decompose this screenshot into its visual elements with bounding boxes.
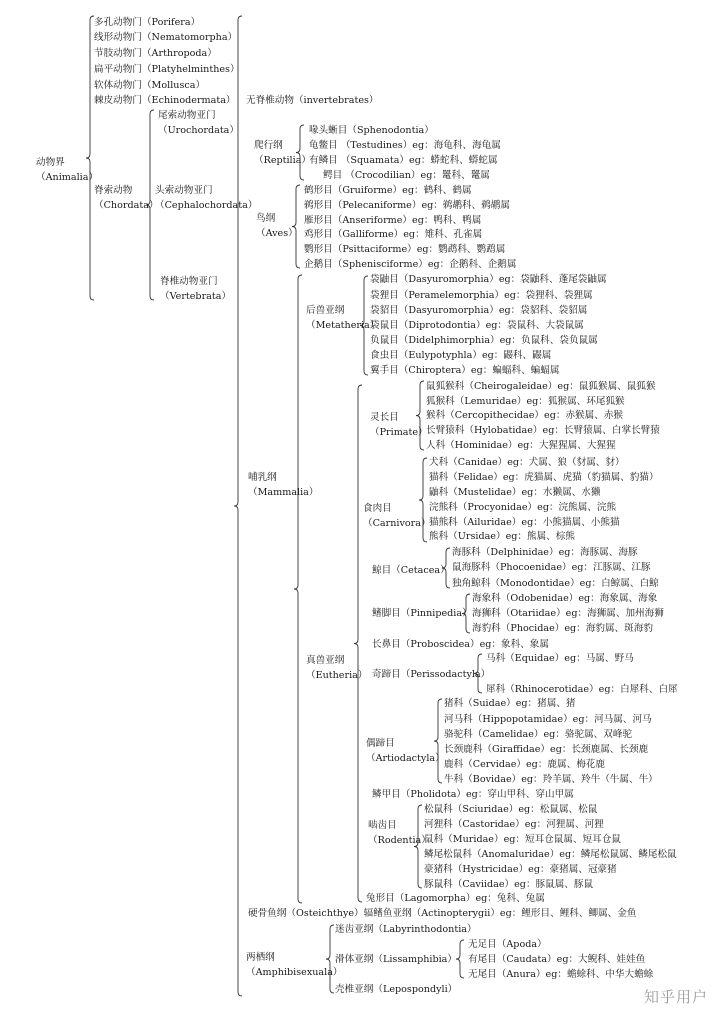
taxon-diprotodontia: 袋鼠目（Diprotodontia）eg：袋鼠科、大袋鼠属	[370, 320, 584, 331]
taxon-hystricidae: 豪猪科（Hystricidae）eg：豪猪属、冠豪猪	[424, 864, 617, 875]
taxon-mustelidae: 鼬科（Mustelidae）eg：水獭属、水獭	[429, 487, 601, 498]
taxon-amphibisexuala-line1: 两栖纲	[246, 952, 275, 963]
taxon-otariidae: 海狮科（Otariidae）eg：海狮属、加州海狮	[472, 608, 664, 619]
taxon-lemuridae: 狐猴科（Lemuridae）eg：狐猴属、环尾狐猴	[426, 396, 625, 407]
taxon-hippopotamidae: 河马科（Hippopotamidae）eg：河马属、河马	[444, 714, 652, 725]
brace-3	[296, 125, 304, 180]
taxon-metatheria-line2: （Metatheria）	[306, 320, 380, 331]
taxon-mammalia-line2: （Mammalia）	[248, 487, 319, 498]
taxon-lagomorpha: 兔形目（Lagomorpha）eg：兔科、兔属	[366, 893, 545, 904]
taxon-urochordata-line2: （Urochordata）	[158, 125, 239, 136]
taxon-rodentia-line2: （Rodentia）	[368, 835, 431, 846]
taxon-anura: 无尾目（Anura）eg：蟾蜍科、中华大蟾蜍	[468, 969, 654, 980]
taxon-psittaciforme: 鹦形目（Psittaciforme）eg：鹦鹉科、鹦鹉属	[304, 244, 506, 255]
taxon-animalia-line1: 动物界	[36, 157, 65, 168]
taxon-nematomorpha: 线形动物门（Nematomorpha）	[94, 32, 238, 43]
taxon-monodontidae: 独角鲸科（Monodontidae）eg：白鲸属、白鲸	[452, 578, 659, 589]
taxon-chordata-line2: （Chordata）	[94, 200, 159, 211]
taxon-urochordata-line1: 尾索动物亚门	[158, 110, 216, 121]
taxon-arthropoda: 节肢动物门（Arthropoda）	[94, 48, 217, 59]
taxon-sphenodontia: 喙头蜥目（Sphenodontia）	[309, 125, 434, 136]
taxon-sciuridae: 松鼠科（Sciuridae）eg：松鼠属、松鼠	[424, 804, 598, 815]
taxon-peramelemorphia: 袋狸目（Peramelemorphia）eg：袋狸科、袋狸属	[370, 290, 593, 301]
brace-15	[326, 925, 334, 993]
taxon-chiroptera: 翼手目（Chiroptera）eg：蝙蝠科、蝙蝠属	[370, 365, 560, 376]
taxon-cheirogaleidae: 鼠狐猴科（Cheirogaleidae）eg：鼠狐猴属、鼠狐猴	[426, 381, 656, 392]
taxon-anseriforme: 雁形目（Anseriforme）eg：鸭科、鸭属	[304, 215, 482, 226]
taxon-ursidae: 熊科（Ursidae）eg：熊属、棕熊	[429, 531, 575, 542]
brace-4	[292, 185, 300, 268]
taxon-carnivora-line2: （Carnivora）	[363, 518, 431, 529]
taxon-sphenisciforme: 企鹅目（Sphenisciforme）eg：企鹅科、企鹅属	[304, 259, 517, 270]
taxon-invertebrates: 无脊椎动物（invertebrates）	[246, 95, 379, 106]
taxon-apoda: 无足目（Apoda）	[468, 939, 547, 950]
taxon-cercopithecidae: 猴科（Cercopithecidae）eg：赤猴属、赤猴	[426, 410, 624, 421]
taxon-equidae: 马科（Equidae）eg：马属、野马	[486, 653, 634, 664]
taxon-mollusca: 软体动物门（Mollusca）	[94, 80, 206, 91]
taxon-cetacea: 鲸目（Cetacea）	[372, 565, 450, 576]
taxon-camelidae: 骆驼科（Camelidae）eg：骆驼属、双峰驼	[444, 729, 633, 740]
taxon-vertebrata-line1: 脊椎动物亚门	[160, 276, 218, 287]
taxon-primate-line2: （Primate）	[370, 427, 428, 438]
taxon-pinnipedia: 鳍脚目（Pinnipedia）	[372, 608, 472, 619]
taxon-ailuridae: 猫熊科（Ailuridae）eg：小熊猫属、小熊猫	[429, 517, 620, 528]
taxon-amphibisexuala-line2: （Amphibisexuala）	[246, 967, 343, 978]
taxon-animalia-line2: （Animalia）	[36, 172, 99, 183]
taxon-cephalochordata-line1: 头索动物亚门	[155, 185, 213, 196]
taxon-hylobatidae: 长臂猿科（Hylobatidae）eg：长臂猿属、白掌长臂猿	[426, 425, 660, 436]
taxon-labyrinthodontia: 迷齿亚纲（Labyrinthodontia）	[335, 924, 477, 935]
taxon-caviidae: 豚鼠科（Caviidae）eg：豚鼠属、豚鼠	[424, 879, 594, 890]
brace-5	[294, 275, 302, 903]
taxon-cervidae: 鹿科（Cervidae）eg：鹿属、梅花鹿	[444, 759, 605, 770]
taxon-castoridae: 河狸科（Castoridae）eg：河狸属、河狸	[424, 819, 604, 830]
taxon-aves-line1: 鸟纲	[256, 213, 276, 224]
taxon-eutheria-line1: 真兽亚纲	[306, 655, 345, 666]
taxon-muridae: 鼠科（Muridae）eg：短耳仓鼠属、短耳仓鼠	[424, 834, 621, 845]
taxon-carnivora-line1: 食肉目	[363, 503, 392, 514]
taxon-suidae: 猪科（Suidae）eg：猪属、猪	[444, 698, 576, 709]
taxon-chordata-line1: 脊索动物	[94, 185, 133, 196]
taxon-mammalia-line1: 哺乳纲	[248, 472, 277, 483]
taxon-bovidae: 牛科（Bovidae）eg：羚羊属、羚牛（牛属、牛）	[444, 774, 658, 785]
taxon-lepospondyli: 壳椎亚纲（Lepospondyli）	[335, 984, 458, 995]
taxon-platyhelminthes: 扁平动物门（Platyhelminthes）	[94, 64, 240, 75]
brace-16	[456, 940, 464, 978]
taxon-testudines: 龟鳖目 （Testudines）eg：海龟科、海龟属	[309, 140, 501, 151]
taxon-artiodactyla-line2: （Artiodactyla）	[366, 753, 445, 764]
taxon-pelecaniforme: 鹈形目（Pelecaniforme）eg：鹈鹕科、鹈鹕属	[304, 200, 511, 211]
taxon-didelphimorphia: 负鼠目（Didelphimorphia）eg：负鼠科、袋负鼠属	[370, 335, 598, 346]
taxon-dasyuromorphia1: 袋鼬目（Dasyuromorphia）eg：袋鼬科、蓬尾袋鼬属	[370, 274, 607, 285]
taxon-vertebrata-line2: （Vertebrata）	[160, 291, 232, 302]
taxon-delphinidae: 海豚科（Delphinidae）eg：海豚属、海豚	[452, 547, 638, 558]
taxon-anomaluridae: 鳞尾松鼠科（Anomaluridae）eg：鳞尾松鼠属、鳞尾松鼠	[424, 849, 677, 860]
taxon-phocoenidae: 鼠海豚科（Phocoenidae）eg：江豚属、江豚	[452, 562, 651, 573]
taxon-giraffidae: 长颈鹿科（Giraffidae）eg：长颈鹿属、长颈鹿	[444, 744, 649, 755]
taxon-caudata: 有尾目（Caudata）eg：大鲵科、娃娃鱼	[468, 954, 646, 965]
taxon-dasyuromorphia2: 袋貂目（Dasyuromorphia）eg：袋貂科、袋貂属	[370, 305, 588, 316]
taxon-eutheria-line2: （Eutheria）	[306, 670, 368, 681]
taxon-crocodilian: 鳄目 （Crocodilian）eg：鼍科、鼍属	[323, 170, 490, 181]
taxon-echinodermata: 棘皮动物门（Echinodermata）	[94, 95, 236, 106]
taxon-proboscidea: 长鼻目（Proboscidea）eg：象科、象属	[372, 639, 549, 650]
brace-0	[86, 16, 94, 300]
taxon-felidae: 猫科（Felidae）eg：虎猫属、虎猫（豹猫属、豹猫）	[429, 472, 659, 483]
brace-1	[234, 16, 242, 996]
taxon-hominidae: 人科（Hominidae）eg：大猩猩属、大猩猩	[426, 440, 616, 451]
taxon-lissamphibia: 滑体亚纲（Lissamphibia）	[335, 954, 457, 965]
taxon-rodentia-line1: 啮齿目	[368, 820, 397, 831]
brace-13	[434, 699, 442, 783]
taxon-reptilia-line2: （Reptilia）	[254, 155, 312, 166]
taxon-gruiforme: 鹤形目（Gruiforme）eg：鹤科、鹤属	[304, 185, 472, 196]
taxon-canidae: 犬科（Canidae）eg：犬属、狼（豺属、豺）	[429, 457, 625, 468]
taxon-eulypotyphla: 食虫目（Eulypotyphla）eg：鼹科、鼹属	[370, 350, 552, 361]
watermark: 知乎用户	[643, 988, 708, 1006]
taxon-reptilia-line1: 爬行纲	[254, 140, 283, 151]
taxon-primate-line1: 灵长目	[370, 412, 399, 423]
taxon-squamata: 有鳞目 （Squamata）eg：蟒蛇科、蟒蛇属	[309, 155, 498, 166]
taxon-aves-line2: （Aves）	[256, 228, 298, 239]
taxon-rhinocerotidae: 犀科（Rhinocerotidae）eg：白犀科、白犀	[486, 684, 678, 695]
taxon-artiodactyla-line1: 偶蹄目	[366, 738, 395, 749]
taxon-procyonidae: 浣熊科（Procyonidae）eg：浣熊属、浣熊	[429, 502, 617, 513]
brace-7	[354, 385, 362, 902]
taxon-odobenidae: 海象科（Odobenidae）eg：海象属、海象	[472, 593, 658, 604]
taxon-perissodactyla: 奇蹄目（Perissodactyla）	[372, 669, 491, 680]
taxon-metatheria-line1: 后兽亚纲	[306, 305, 345, 316]
taxon-phocidae: 海豹科（Phocidae）eg：海豹属、斑海豹	[472, 623, 653, 634]
taxon-pholidota: 鳞甲目（Pholidota）eg：穿山甲科、穿山甲属	[372, 789, 574, 800]
brace-8	[416, 381, 424, 450]
taxon-porifera: 多孔动物门（Porifera）	[94, 17, 201, 28]
taxon-galliforme: 鸡形目（Galliforme）eg：雉科、孔雀属	[304, 229, 483, 240]
taxon-osteichthye: 硬骨鱼纲（Osteichthye）辐鳍鱼亚纲（Actinopterygii）eg：鲤形目、鲤科、鲫属、金鱼	[248, 908, 637, 919]
taxon-cephalochordata-line2: （Cephalochordata）	[155, 200, 258, 211]
